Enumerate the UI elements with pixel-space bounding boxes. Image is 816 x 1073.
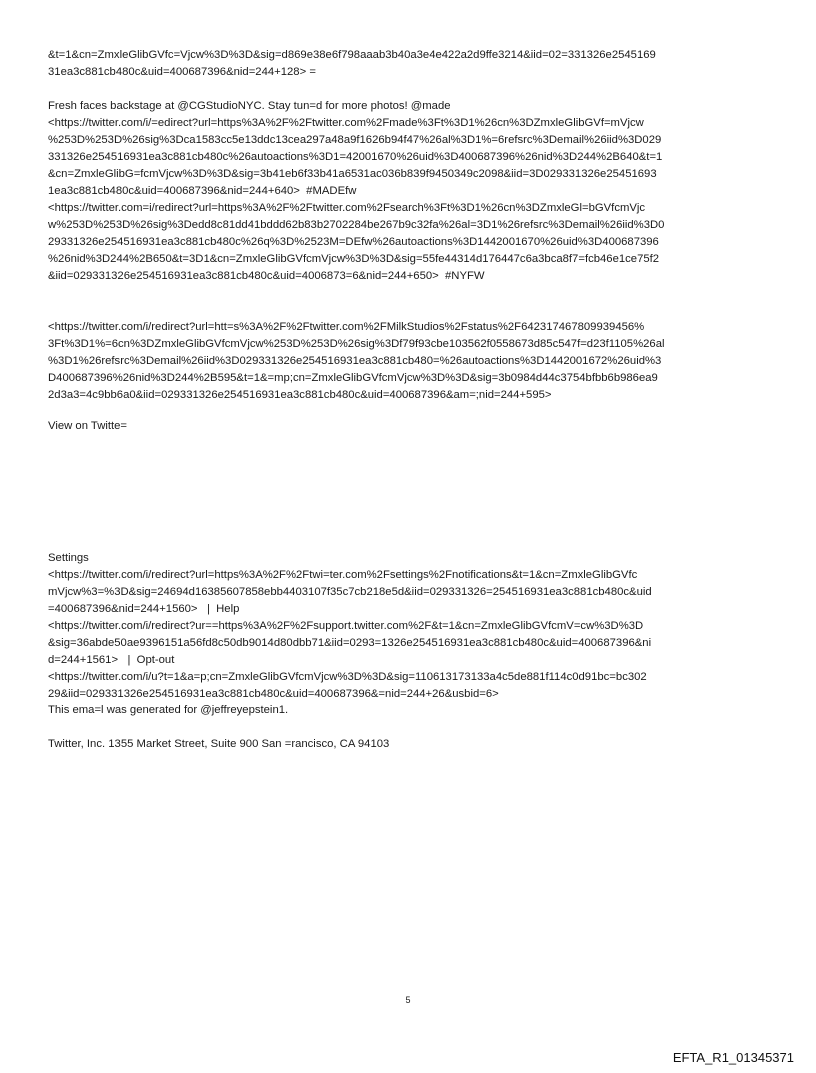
milkstudios-status-link: <https://twitter.com/i/redirect?url=htt=s%3A%2F%2Ftwitter.com%2FMilkStudios%2Fstatus%2F642317467809939456% 3Ft%3D1%=6cn%3DZmxleGlibGVfcmVjcw%253D%253D%26sig%3Df79f93cbe103562f0558673d85c547f=d23f1105%26al %3D1%26refsrc%3Demail%26iid%3D029331326e254516931ea3c881cb480=%26autoactions%3D1442001672%26uid%3 D400687396%26nid%3D244%2B595&t=1&=mp;cn=ZmxleGlibGVfcmVjcw%3D%3D&sig=3b0984d44c3754bfbb6b986ea9 2d3a3=4c9bb6a0&iid=029331326e254516931ea3c881cb480c&uid=400687396&am=;nid=244+595> bbox=[48, 321, 665, 401]
generated-for-notice: This ema=l was generated for @jeffreyepstein1. bbox=[48, 704, 289, 716]
settings-help-optout-links: Settings <https://twitter.com/i/redirect?url=https%3A%2F%2Ftwi=ter.com%2Fsettings%2Fnotifications&t=1&cn=ZmxleGlibGVfc mVjcw%3=%3D&sig=24694d16385607858ebb4403107f35c7cb218e5d&iid=029331326=254516931ea3c881cb480c&uid =400687396&nid=244+1560> | Help <https://twitter.com/i/redirect?ur==https%3A%2F%2Fsupport.twitter.com%2F&t=1&cn=ZmxleGlibGVfcmV=cw%3D%3D &sig=36abde50ae9396151a56fd8c50db9014d80dbb71&iid=0293=1326e254516931ea3c881cb480c&uid=400687396&ni d=244+1561> | Opt-out <https://twitter.com/i/u?t=1&a=p;cn=ZmxleGlibGVfcmVjcw%3D%3D&sig=110613173133a4c5de881f114c0d91bc=bc302 29&iid=029331326e254516931ea3c881cb480c&uid=400687396&=nid=244+26&usbid=6> bbox=[48, 552, 652, 700]
view-on-twitter-text: View on Twitte= bbox=[48, 420, 128, 432]
url-fragment-top: &t=1&cn=ZmxleGlibGVfc=Vjcw%3D%3D&sig=d869e38e6f798aaab3b40a3e4e422a2d9ffe3214&iid=02=331326e2545169 31ea3c881cb480c&uid=400687396&nid=244+128> = bbox=[48, 49, 656, 78]
company-address: Twitter, Inc. 1355 Market Street, Suite 900 San =rancisco, CA 94103 bbox=[48, 738, 390, 750]
tweet-text-and-links: Fresh faces backstage at @CGStudioNYC. Stay tun=d for more photos! @made <https://twitter.com/i/=edirect?url=https%3A%2F%2Ftwitter.com%2Fmade%3Ft%3D1%26cn%3DZmxleGlibGVf=mVjcw %253D%253D%26sig%3Dca1583cc5e13ddc13cea297a48a9f1626b94f47%26al%3D1%=6refsrc%3Demail%26iid%3D029 331326e254516931ea3c881cb480c%26autoactions%3D1=42001670%26uid%3D400687396%26nid%3D244%2B640&t=1 &cn=ZmxleGlibG=fcmVjcw%3D%3D&sig=3b41eb6f33b41a6531ac036b839f9450349c2098&iid=3D029331326e25451693 1ea3c881cb480c&uid=400687396&nid=244+640> #MADEfw <https://twitter.com=i/redirect?url=https%3A%2F%2Ftwitter.com%2Fsearch%3Ft%3D1%26cn%3DZmxleGl=bGVfcmVjc w%253D%253D%26sig%3Dedd8c81dd41bddd62b83b2702284be267b9c32fa%26al=3D1%26refsrc%3Demail%26iid%3D0 29331326e254516931ea3c881cb480c%26q%3D%2523M=DEfw%26autoactions%3D1442001670%26uid%3D400687396 %26nid%3D244%2B650&t=3D1&cn=ZmxleGlibGVfcmVjcw%3D%3D&sig=55fe44314d176447c6a3bca8f7=fcb46e1ce75f2 &iid=029331326e254516931ea3c881cb480c&uid=4006873=6&nid=244+650> #NYFW bbox=[48, 100, 665, 282]
page-number: 5 bbox=[405, 995, 411, 1005]
bates-number: EFTA_R1_01345371 bbox=[672, 1050, 794, 1065]
